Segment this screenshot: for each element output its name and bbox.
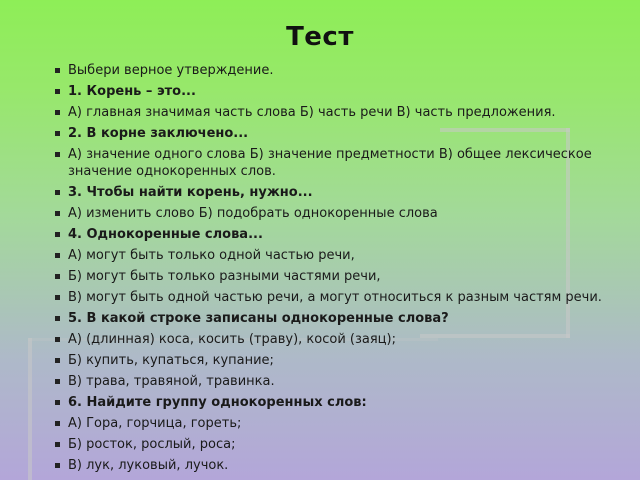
item-text: В) трава, травяной, травинка. xyxy=(68,374,275,389)
bullet-icon xyxy=(55,316,60,321)
list-item xyxy=(68,310,608,327)
item-text: 4. Однокоренные слова... xyxy=(68,227,263,242)
list-item xyxy=(68,247,608,264)
item-text: 3. Чтобы найти корень, нужно... xyxy=(68,185,313,200)
item-text: 5. В какой строке записаны однокоренные слова? xyxy=(68,311,449,326)
list-item xyxy=(68,415,608,432)
bullet-icon xyxy=(55,295,60,300)
bullet-icon xyxy=(55,274,60,279)
item-text: А) изменить слово Б) подобрать однокоренные слова xyxy=(68,206,438,221)
item-text: А) главная значимая часть слова Б) часть речи В) часть предложения. xyxy=(68,105,556,120)
bullet-icon xyxy=(55,110,60,115)
item-text: А) (длинная) коса, косить (траву), косой (заяц); xyxy=(68,332,396,347)
list-item xyxy=(68,125,608,142)
item-text: А) Гора, горчица, гореть; xyxy=(68,416,242,431)
list-item xyxy=(68,352,608,369)
bullet-icon xyxy=(55,400,60,405)
item-text: Б) купить, купаться, купание; xyxy=(68,353,274,368)
list-item xyxy=(68,83,608,100)
list-item xyxy=(68,268,608,285)
list-item xyxy=(68,146,608,180)
bullet-icon xyxy=(55,337,60,342)
list-item xyxy=(68,226,608,243)
list-item xyxy=(68,394,608,411)
list-item xyxy=(68,373,608,390)
list-item xyxy=(68,436,608,453)
list-item xyxy=(68,205,608,222)
bullet-icon xyxy=(55,379,60,384)
bullet-icon xyxy=(55,68,60,73)
list-item xyxy=(68,184,608,201)
item-text: Б) могут быть только разными частями речи, xyxy=(68,269,381,284)
item-text: А) могут быть только одной частью речи, xyxy=(68,248,355,263)
list-item xyxy=(68,457,608,474)
bullet-icon xyxy=(55,421,60,426)
bullet-icon xyxy=(55,131,60,136)
item-text: В) лук, луковый, лучок. xyxy=(68,458,229,473)
item-text: Б) росток, рослый, роса; xyxy=(68,437,236,452)
bullet-icon xyxy=(55,253,60,258)
question-list xyxy=(68,62,608,478)
bullet-icon xyxy=(55,232,60,237)
item-text: Выбери верное утверждение. xyxy=(68,63,274,78)
item-text: 2. В корне заключено... xyxy=(68,126,249,141)
bullet-icon xyxy=(55,89,60,94)
bullet-icon xyxy=(55,190,60,195)
bullet-icon xyxy=(55,463,60,468)
item-text: А) значение одного слова Б) значение предметности В) общее лексическое значение однокоренных слов. xyxy=(68,147,592,179)
bullet-icon xyxy=(55,442,60,447)
slide-title: Тест xyxy=(286,22,354,52)
list-item xyxy=(68,289,608,306)
decorative-line xyxy=(28,338,32,480)
item-text: 1. Корень – это... xyxy=(68,84,196,99)
list-item xyxy=(68,331,608,348)
list-item xyxy=(68,104,608,121)
list-item xyxy=(68,62,608,79)
bullet-icon xyxy=(55,152,60,157)
bullet-icon xyxy=(55,358,60,363)
item-text: В) могут быть одной частью речи, а могут относиться к разным частям речи. xyxy=(68,290,602,305)
bullet-icon xyxy=(55,211,60,216)
item-text: 6. Найдите группу однокоренных слов: xyxy=(68,395,367,410)
